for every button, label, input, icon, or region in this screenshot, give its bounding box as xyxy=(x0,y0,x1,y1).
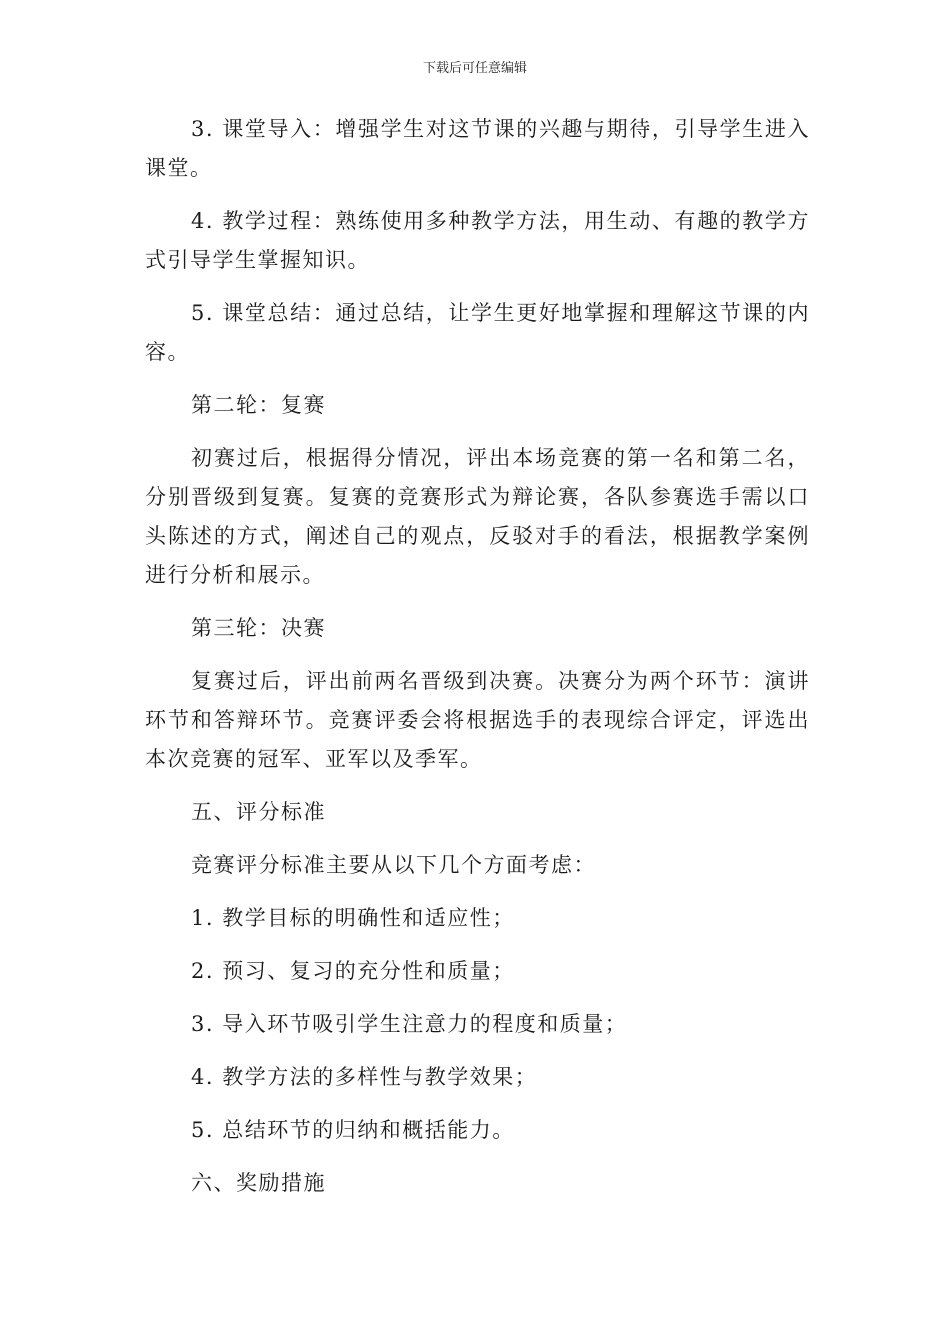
paragraph-class-intro: 3. 课堂导入：增强学生对这节课的兴趣与期待，引导学生进入课堂。 xyxy=(145,117,810,180)
criteria-item-5: 5. 总结环节的归纳和概括能力。 xyxy=(191,1118,515,1142)
heading-scoring-criteria: 五、评分标准 xyxy=(191,800,326,824)
paragraph-class-summary: 5. 课堂总结：通过总结，让学生更好地掌握和理解这节课的内容。 xyxy=(145,301,810,364)
paragraph-teaching-process: 4. 教学过程：熟练使用多种教学方法，用生动、有趣的教学方式引导学生掌握知识。 xyxy=(145,209,810,272)
criteria-item-3: 3. 导入环节吸引学生注意力的程度和质量； xyxy=(191,1012,628,1036)
heading-rewards: 六、奖励措施 xyxy=(191,1171,326,1195)
paragraph-round-three: 复赛过后，评出前两名晋级到决赛。决赛分为两个环节：演讲环节和答辩环节。竞赛评委会将根据选手的表现综合评定，评选出本次竞赛的冠军、亚军以及季军。 xyxy=(145,669,810,771)
paragraph-round-two: 初赛过后，根据得分情况，评出本场竞赛的第一名和第二名，分别晋级到复赛。复赛的竞赛形式为辩论赛，各队参赛选手需以口头陈述的方式，阐述自己的观点，反驳对手的看法，根据教学案例进行分析和展示。 xyxy=(145,446,810,587)
criteria-item-2: 2. 预习、复习的充分性和质量； xyxy=(191,959,515,983)
document-body xyxy=(145,110,810,1217)
criteria-item-1: 1. 教学目标的明确性和适应性； xyxy=(191,906,515,930)
heading-round-three: 第三轮：决赛 xyxy=(191,616,326,640)
heading-round-two: 第二轮：复赛 xyxy=(191,393,326,417)
page-header: 下载后可任意编辑 xyxy=(422,61,527,76)
paragraph-scoring-intro: 竞赛评分标准主要从以下几个方面考虑： xyxy=(191,853,596,877)
criteria-item-4: 4. 教学方法的多样性与教学效果； xyxy=(191,1065,538,1089)
